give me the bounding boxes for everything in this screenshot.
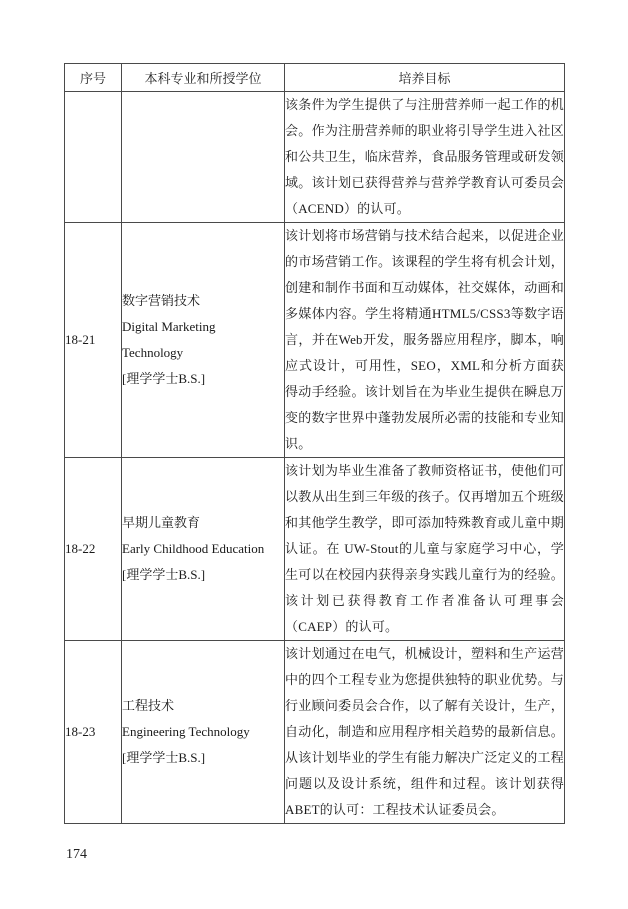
header-serial-number: 序号 <box>65 64 122 92</box>
objective-cell: 该计划将市场营销与技术结合起来，以促进企业的市场营销工作。该课程的学生将有机会计划，创建和制作书面和互动媒体，社交媒体，动画和多媒体内容。学生将精通HTML5/CSS3等数字语言，并在Web开发，服务器应用程序，脚本，响应式设计，可用性，SEO，XML和分析方面获得动手经验。该计划旨在为毕业生提供在瞬息万变的数字世界中蓬勃发展所必需的技能和专业知识。 <box>285 223 565 458</box>
table-header-row <box>65 64 565 92</box>
major-cell <box>122 641 285 824</box>
objective-cell: 该计划为毕业生准备了教师资格证书，使他们可以教从出生到三年级的孩子。仅再增加五个班级和其他学生教学，即可添加特殊教育或儿童中期认证。在 UW-Stout的儿童与家庭学习中心，学生可以在校园内获得亲身实践儿童行为的经验。该计划已获得教育工作者准备认可理事会（CAEP）的认可。 <box>285 458 565 641</box>
major-cell <box>122 458 285 641</box>
major-name-cn: 数字营销技术 <box>122 293 201 308</box>
serial-number-cell: 18-23 <box>65 641 122 824</box>
major-name-cn: 早期儿童教育 <box>122 515 201 530</box>
header-major-degree: 本科专业和所授学位 <box>122 64 285 92</box>
objective-cell: 该条件为学生提供了与注册营养师一起工作的机会。作为注册营养师的职业将引导学生进入社区和公共卫生，临床营养，食品服务管理或研发领域。该计划已获得营养与营养学教育认可委员会（ACEND）的认可。 <box>285 92 565 223</box>
major-cell <box>122 92 285 223</box>
serial-number-cell: 18-21 <box>65 223 122 458</box>
major-cell <box>122 223 285 458</box>
major-name-en: Early Childhood Education <box>122 541 265 556</box>
major-name-en-line2: Technology <box>122 345 184 360</box>
degree-label: [理学学士B.S.] <box>122 371 206 386</box>
major-name-en-line1: Digital Marketing <box>122 319 216 334</box>
table-row <box>65 458 565 641</box>
table-row <box>65 223 565 458</box>
major-name-en: Engineering Technology <box>122 724 250 739</box>
degree-label: [理学学士B.S.] <box>122 750 206 765</box>
serial-number-cell <box>65 92 122 223</box>
serial-number-cell: 18-22 <box>65 458 122 641</box>
degree-label: [理学学士B.S.] <box>122 567 206 582</box>
table-row <box>65 641 565 824</box>
header-training-objective: 培养目标 <box>285 64 565 92</box>
program-table <box>64 63 565 824</box>
table-row <box>65 92 565 223</box>
major-name-cn: 工程技术 <box>122 698 175 713</box>
page-number: 174 <box>66 847 87 862</box>
objective-cell: 该计划通过在电气，机械设计，塑料和生产运营中的四个工程专业为您提供独特的职业优势。与行业顾问委员会合作，以了解有关设计，生产，自动化，制造和应用程序相关趋势的最新信息。从该计划毕业的学生有能力解决广泛定义的工程问题以及设计系统，组件和过程。该计划获得ABET的认可：工程技术认证委员会。 <box>285 641 565 824</box>
